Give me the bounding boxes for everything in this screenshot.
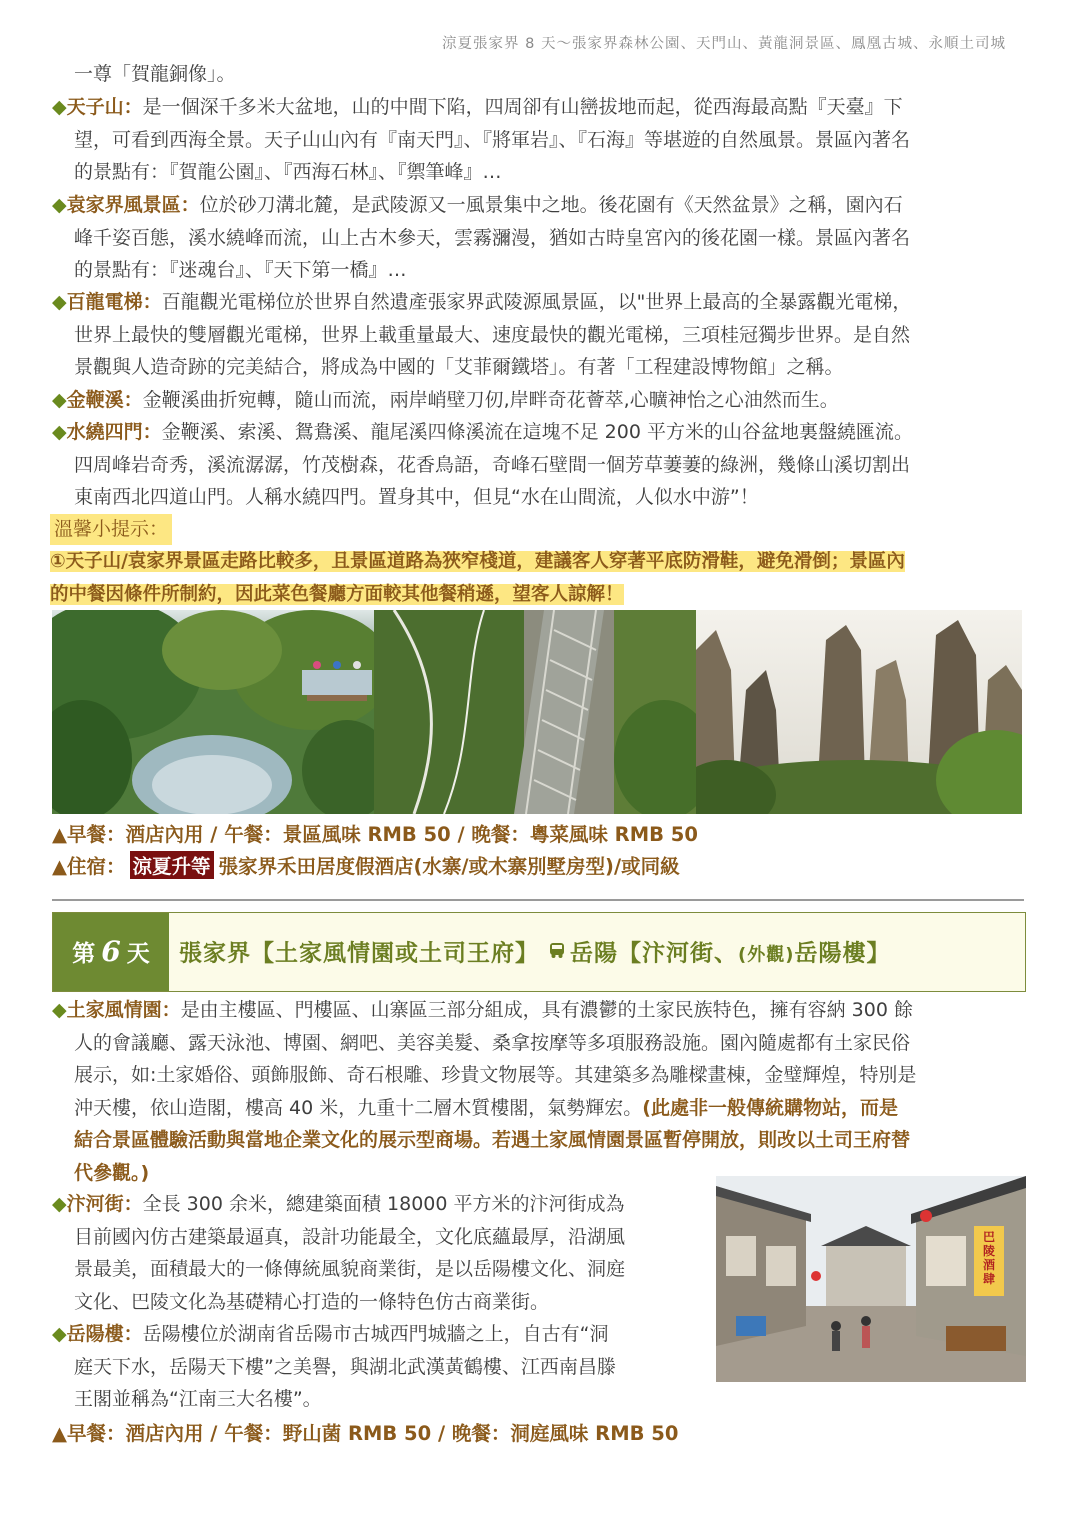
diamond-bullet-icon: ◆	[52, 389, 67, 411]
attraction-jinbianxi: ◆金鞭溪：金鞭溪曲折宛轉，隨山而流，兩岸峭壁刀仞,岸畔奇花薈萃,心曠神怡之心油然而生。	[52, 389, 839, 411]
attraction-name: 水繞四門：	[66, 421, 162, 443]
photo-tianzishan-cave	[52, 610, 374, 814]
day-title: 張家界【土家風情園或土司王府】 岳陽【汴河街、(外觀)岳陽樓】	[179, 913, 890, 995]
attraction-tujia-park: ◆土家風情園：是由主樓區、門樓區、山寨區三部分組成，具有濃鬱的土家民族特色，擁有容納 300 餘 人的會議廳、露天泳池、博園、網吧、美容美髮、桑拿按摩等多項服務設施。園內隨處都有土家民俗 展示，如:土家婚俗、頭飾服飾、奇石根雕、珍貴文物展等。其建築多為雕樑畫棟，金璧輝煌，特別是 沖天樓，依山造閣，樓高 40 米，九重十二層木質樓閣，氣勢輝宏。(此處非一般傳統購物站，而是 結合景區體驗活動與當地企業文化的展示型商場。若遇土家風情園景區暫停開放，則改以土司王府替 代參觀。)	[52, 999, 917, 1184]
bus-icon	[548, 913, 566, 991]
diamond-bullet-icon: ◆	[52, 96, 67, 118]
photo-sandstone-peaks	[696, 610, 1022, 814]
attraction-bailong-elevator: ◆百龍電梯：百龍觀光電梯位於世界自然遺產張家界武陵源風景區，以"世界上最高的全暴露觀光電梯， 世界上最快的雙層觀光電梯，世界上載重量最大、速度最快的觀光電梯，三項桂冠獨步世界。是自然 景觀與人造奇跡的完美結合，將成為中國的「艾菲爾鐵塔」。有著「工程建設博物館」之稱。	[52, 291, 912, 378]
page-header: 涼夏張家界 8 天～張家界森林公園、天門山、黃龍洞景區、鳳凰古城、永順土司城	[442, 36, 1006, 52]
day5-hotel: ▲住宿： 涼夏升等 張家界禾田居度假酒店(水寨/或木寨別墅房型)/或同級	[52, 851, 680, 879]
attraction-yueyang-tower: ◆岳陽樓：岳陽樓位於湖南省岳陽市古城西門城牆之上，自古有“洞 庭天下水，岳陽天下樓”之美譽，與湖北武漢黃鶴樓、江西南昌滕 王閣並稱為“江南三大名樓”。	[52, 1323, 616, 1410]
day6-meals: ▲早餐：酒店內用 / 午餐：野山菌 RMB 50 / 晚餐：洞庭風味 RMB 50	[52, 1422, 679, 1445]
attraction-name: 天子山：	[66, 96, 143, 118]
diamond-bullet-icon: ◆	[52, 999, 67, 1021]
attraction-shuiraosimen: ◆水繞四門：金鞭溪、索溪、鴛鴦溪、龍尾溪四條溪流在這塊不足 200 平方米的山谷盆地裏盤繞匯流。 四周峰岩奇秀，溪流潺潺，竹茂樹森，花香鳥語，奇峰石壁間一個芳草萋萋的綠洲，幾條山溪切割出 東南西北四道山門。人稱水繞四門。置身其中，但見“水在山間流，人似水中游”！	[52, 421, 913, 508]
attraction-name: 百龍電梯：	[66, 291, 162, 313]
photo-bailong-elevator	[374, 610, 696, 814]
attraction-name: 土家風情園：	[66, 999, 181, 1021]
photo-bianhe-street	[716, 1176, 1026, 1382]
shop-sign: 巴陵酒肆	[982, 1230, 995, 1286]
attraction-name: 袁家界風景區：	[66, 194, 200, 216]
tips-title: 溫馨小提示：	[50, 514, 172, 545]
attraction-tianzishan: ◆天子山：是一個深千多米大盆地，山的中間下陷，四周卻有山巒拔地而起，從西海最高點『天臺』下 望，可看到西海全景。天子山山內有『南天門』、『將軍岩』、『石海』等堪遊的自然風景。景區內著名 的景點有：『賀龍公園』、『西海石林』、『禦筆峰』…	[52, 96, 911, 183]
attraction-name: 岳陽樓：	[66, 1323, 143, 1345]
section-divider	[52, 899, 1024, 901]
day5-meals: ▲早餐：酒店內用 / 午餐：景區風味 RMB 50 / 晚餐：粵菜風味 RMB 50	[52, 823, 698, 846]
attraction-name: 汴河街：	[66, 1193, 143, 1215]
diamond-bullet-icon: ◆	[52, 194, 67, 216]
diamond-bullet-icon: ◆	[52, 291, 67, 313]
attraction-bianhe-street: ◆汴河街：全長 300 余米，總建築面積 18000 平方米的汴河街成為 目前國內仿古建築最逼真，設計功能最全，文化底蘊最厚，沿湖風 景最美，面積最大的一條傳統風貌商業街，是以岳陽樓文化、洞庭 文化、巴陵文化為基礎精心打造的一條特色仿古商業街。	[52, 1193, 626, 1313]
upgrade-badge: 涼夏升等	[130, 851, 214, 879]
day-label: 第 6 天	[53, 913, 169, 991]
tips-text: ①天子山/袁家界景區走路比較多，且景區道路為狹窄棧道，建議客人穿著平底防滑鞋，避免滑倒；景區內 的中餐因條件所制約，因此菜色餐廳方面較其他餐稍遜，望客人諒解！	[50, 551, 905, 605]
attraction-yuanjiajie: ◆袁家界風景區：位於砂刀溝北麓，是武陵源又一風景集中之地。後花園有《天然盆景》之稱，園內石 峰千姿百態，溪水繞峰而流，山上古木參天，雲霧瀰漫，猶如古時皇宮內的後花園一樣。景區內著名 的景點有：『迷魂台』、『天下第一橋』…	[52, 194, 911, 281]
intro-line: 一尊「賀龍銅像」。	[74, 63, 236, 85]
attraction-name: 金鞭溪：	[66, 389, 143, 411]
day6-header	[52, 912, 1026, 992]
diamond-bullet-icon: ◆	[52, 1193, 67, 1215]
diamond-bullet-icon: ◆	[52, 421, 67, 443]
diamond-bullet-icon: ◆	[52, 1323, 67, 1345]
